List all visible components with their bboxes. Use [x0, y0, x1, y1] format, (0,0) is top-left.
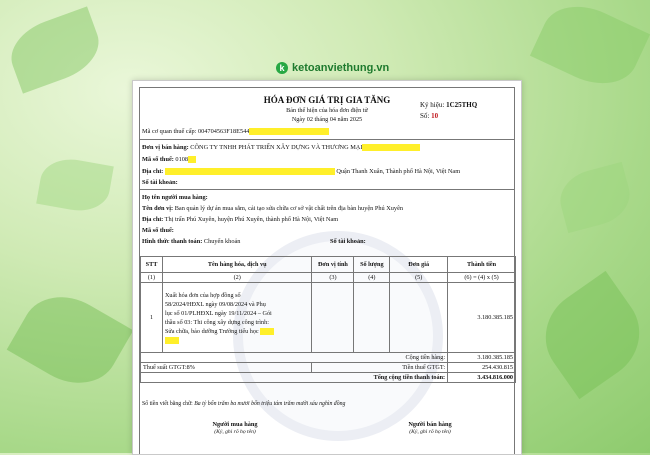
seller-name-label: Đơn vị bán hàng:: [142, 144, 189, 151]
amount-in-words: [142, 401, 345, 407]
buyer-address: [142, 216, 338, 223]
symbol-label: Ký hiệu:: [420, 101, 445, 109]
table-row: [141, 283, 516, 353]
redaction-mark: [188, 156, 196, 163]
redaction-mark: [260, 328, 274, 335]
row-unit: [312, 283, 354, 353]
vat-label: Tiền thuế GTGT:: [312, 363, 448, 373]
grand-total-row: [141, 373, 516, 383]
buyer-account-label: Số tài khoản:: [330, 238, 366, 245]
background-leaf: [528, 271, 650, 399]
description-line: lục số 01/PLHĐXL ngày 19/11/2024 – Gói: [164, 309, 272, 317]
column-number-cell: (6) = (4) x (5): [448, 273, 516, 283]
amount-in-words-label: Số tiền viết bằng chữ:: [142, 401, 193, 407]
tax-authority-label: Mã cơ quan thuế cấp:: [142, 128, 197, 135]
header-cell: Số lượng: [354, 257, 390, 273]
payment-label: Hình thức thanh toán:: [142, 238, 203, 245]
invoice-document: [132, 80, 522, 455]
background-leaf: [7, 280, 134, 399]
row-amount: 3.180.385.185: [448, 283, 516, 353]
buyer-person: [142, 194, 208, 201]
buyer-tax-code: [142, 227, 174, 234]
buyer-person-label: Họ tên người mua hàng:: [142, 194, 208, 201]
background-leaf: [530, 0, 650, 98]
invoice-number: [420, 112, 438, 120]
header-cell: Đơn vị tính: [312, 257, 354, 273]
symbol-value: 1C25THQ: [446, 101, 478, 109]
seller-name-value: CÔNG TY TNHH PHÁT TRIỂN XÂY DỰNG VÀ THƯƠNG MẠI: [190, 144, 363, 151]
seller-signature-note: (Ký, ghi rõ họ tên): [409, 429, 451, 435]
buyer-unit-label: Tên đơn vị:: [142, 205, 174, 212]
header-cell: Tên hàng hóa, dịch vụ: [162, 257, 312, 273]
vat-rate: Thuế suất GTGT:8%: [141, 363, 312, 373]
number-label: Số:: [420, 112, 430, 120]
buyer-signature-note: (Ký, ghi rõ họ tên): [214, 429, 256, 435]
seller-address-label: Địa chỉ:: [142, 168, 164, 175]
description-line: thầu số 03: Thi công xây dựng công trình:: [164, 318, 269, 326]
column-number-cell: (3): [312, 273, 354, 283]
seller-address-value: Quận Thanh Xuân, Thành phố Hà Nội, Việt Nam: [336, 168, 461, 175]
tax-authority-value: 004704563F18E544: [197, 128, 250, 135]
header-cell: Thành tiền: [448, 257, 516, 273]
divider: [140, 139, 514, 140]
seller-tax-label: Mã số thuế:: [142, 156, 174, 163]
redaction-mark: [362, 144, 420, 151]
brand-logo-icon: k: [276, 62, 288, 74]
redaction-mark: [165, 337, 179, 344]
redaction-mark: [249, 128, 329, 135]
seller-signature-title: Người bán hàng: [408, 421, 452, 428]
grand-total-value: 3.434.816.000: [448, 373, 516, 383]
buyer-signature-title: Người mua hàng: [212, 421, 258, 428]
row-price: [390, 283, 448, 353]
invoice-symbol: [420, 101, 477, 109]
subtotal-value: 3.180.385.185: [448, 353, 516, 363]
description-line: 58/2024/HĐXL ngày 09/08/2024 và Phụ: [164, 300, 266, 308]
buyer-address-value: Thị trấn Phú Xuyên, huyện Phú Xuyên, thành phố Hà Nội, Việt Nam: [164, 216, 339, 223]
invoice-frame: [139, 87, 515, 454]
column-number-cell: (5): [390, 273, 448, 283]
table-header-row: [141, 257, 516, 273]
description-line: Sửa chữa, bảo dưỡng Trường tiểu học: [164, 327, 259, 335]
brand-name: ketoanviethung.vn: [292, 62, 390, 74]
buyer-address-label: Địa chỉ:: [142, 216, 164, 223]
description-line: Xuất hóa đơn của hợp đồng số: [164, 291, 241, 299]
items-table: [140, 256, 516, 383]
seller-name: [142, 144, 420, 151]
row-qty: [354, 283, 390, 353]
vat-value: 254.430.815: [448, 363, 516, 373]
background-leaf: [554, 162, 636, 233]
row-description: [162, 283, 312, 353]
column-number-cell: (4): [354, 273, 390, 283]
divider: [140, 189, 514, 190]
seller-account-label: Số tài khoản:: [142, 179, 178, 186]
invoice-title: HÓA ĐƠN GIÁ TRỊ GIA TĂNG: [263, 95, 391, 105]
seller-tax-value: 0108: [175, 156, 189, 163]
background-leaf: [36, 154, 114, 215]
seller-signature: [375, 421, 485, 435]
header-cell: STT: [141, 257, 163, 273]
payment-value: Chuyển khoản: [203, 238, 241, 245]
number-value: 10: [431, 112, 439, 120]
buyer-payment: [142, 238, 240, 245]
seller-tax-code: [142, 156, 196, 163]
vat-row: [141, 363, 516, 373]
column-number-cell: (1): [141, 273, 163, 283]
invoice-date: Ngày 02 tháng 04 năm 2025: [291, 116, 363, 123]
buyer-unit: [142, 205, 403, 212]
invoice-subtitle: Bản thể hiện của hóa đơn điện tử: [286, 107, 368, 114]
grand-total-label: Tổng cộng tiền thanh toán:: [141, 373, 448, 383]
buyer-account: [330, 238, 366, 245]
brand-watermark: [276, 62, 389, 74]
column-number-cell: (2): [162, 273, 312, 283]
redaction-mark: [165, 168, 335, 175]
row-stt: 1: [141, 283, 163, 353]
subtotal-row: [141, 353, 516, 363]
seller-account: [142, 179, 178, 186]
buyer-tax-label: Mã số thuế:: [142, 227, 174, 234]
seller-address: [142, 168, 460, 175]
background-leaf: [2, 6, 107, 93]
table-column-number-row: [141, 273, 516, 283]
subtotal-label: Cộng tiền hàng:: [141, 353, 448, 363]
tax-authority-code: [142, 128, 329, 135]
buyer-signature: [180, 421, 290, 435]
amount-in-words-value: Ba tỷ bốn trăm ba mươi bốn triệu tám trăm mười sáu nghìn đồng: [194, 401, 346, 407]
header-cell: Đơn giá: [390, 257, 448, 273]
buyer-unit-value: Ban quản lý dự án mua sắm, cải tạo sửa chữa cơ sở vật chất trên địa bàn huyện Phú Xuyên: [174, 205, 404, 212]
